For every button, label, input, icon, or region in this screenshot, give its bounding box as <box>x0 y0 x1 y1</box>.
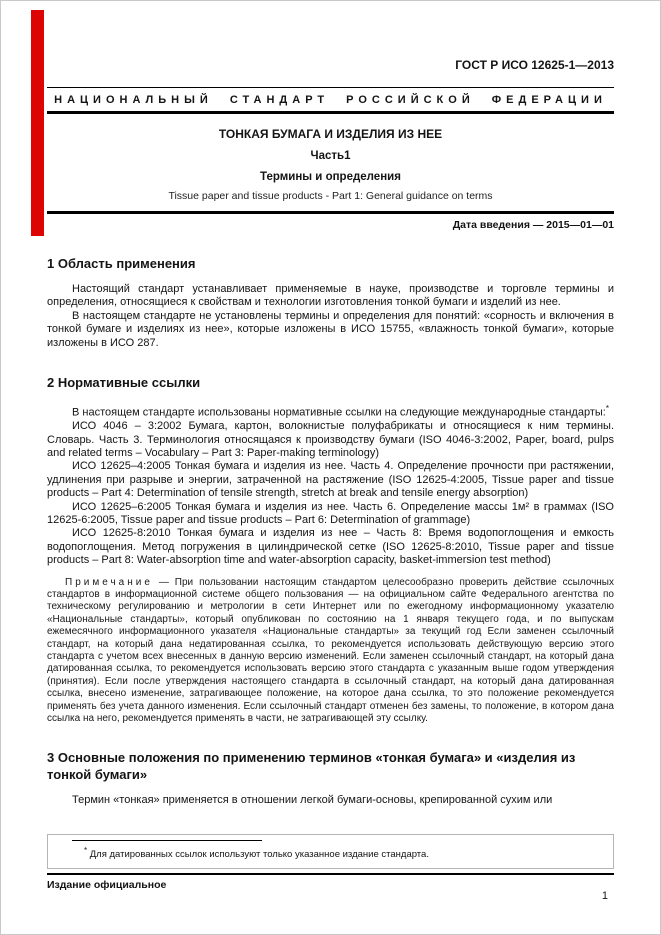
paragraph: Термин «тонкая» применяется в отношении легкой бумаги-основы, крепированной сухим или <box>72 794 553 807</box>
note-paragraph <box>47 577 614 726</box>
document-title-english: Tissue paper and tissue products - Part 1: General guidance on terms <box>168 190 493 202</box>
official-edition-label: Издание официальное <box>47 879 167 891</box>
paragraph <box>47 402 614 420</box>
normative-references-intro: В настоящем стандарте использованы нормативные ссылки на следующие международные стандарты: <box>72 406 606 419</box>
footnote-separator-rule <box>72 840 262 841</box>
paragraph: В настоящем стандарте не установлены термины и определения для понятий: «сорность и включения в тонкой бумаге и изделиях из нее», которые изложены в ИСО 15755, «влажность тонкой бумаги», которые изложены в ИСО 287. <box>47 309 614 349</box>
document-part: Часть1 <box>310 150 351 162</box>
section-heading-basic-provisions: 3 Основные положения по применению терминов «тонкая бумага» и «изделия из тонкой бумаги» <box>47 750 576 783</box>
footer-rule <box>47 873 614 875</box>
paragraph: Настоящий стандарт устанавливает применяемые в науке, производстве и торговле термины и определения, относящиеся к свойствам и технологии изготовления тонкой бумаги и изделий из нее. <box>47 283 614 309</box>
document-title: ТОНКАЯ БУМАГА И ИЗДЕЛИЯ ИЗ НЕЕ <box>218 127 443 141</box>
footnote-marker: * <box>84 846 88 855</box>
footnote-text: Для датированных ссылок используют только указанное издание стандарта. <box>89 849 429 861</box>
footnote <box>56 845 605 861</box>
doc-code: ГОСТ Р ИСО 12625-1—2013 <box>455 58 614 72</box>
section-heading-scope: 1 Область применения <box>47 256 196 271</box>
normative-reference: ИСО 4046 – 3:2002 Бумага, картон, волокнистые полуфабрикаты и относящиеся к ним термины. Словарь. Часть 3. Терминология относящаяся к производству бумаги (ISO 4046-3:2002, Paper, board, pulps and related terms – Vocabulary – Part 3: Paper-making terminology) <box>47 420 614 459</box>
section-heading-normative-references: 2 Нормативные ссылки <box>47 375 201 391</box>
introduction-date: Дата введения — 2015—01—01 <box>452 219 614 231</box>
note-text: — При пользовании настоящим стандартом целесообразно проверить действие ссылочных стандартов в информационной системе общего пользования — на официальном сайте Федерального агентства по техническому регулированию и метрологии в сети Интернет или по ежегодному информационному указателю «Национальные стандарты», который опубликован по состоянию на 1 января текущего года, и по выпускам ежемесячного информационного указателя «Национальные стандарты» за текущий год Если заменен ссылочный стандарт, на который дана недатированная ссылка, то рекомендуется использовать действующую версию этого стандарта с учетом всех внесенных в данную версию изменений. Если заменен ссылочный стандарт, на который дана датированная ссылка, то рекомендуется использовать версию этого стандарта с указанным выше годом утверждения (принятия). Если после утверждения настоящего стандарта в ссылочный стандарт, на который дана датированная ссылка, внесено изменение, затрагивающее положение, на которое дана ссылка, то это положение рекомендуется применять без учета данного изменения. Если ссылочный стандарт отменен без замены, то положение, в котором дана ссылка на него, рекомендуется применять в части, не затрагивающей эту ссылку. <box>47 576 614 725</box>
page-content <box>47 1 614 934</box>
federation-standard-header: НАЦИОНАЛЬНЫЙ СТАНДАРТ РОССИЙСКОЙ ФЕДЕРАЦИИ <box>47 87 614 114</box>
red-edge-bar <box>31 10 44 236</box>
normative-reference: ИСО 12625–6:2005 Тонкая бумага и изделия из нее. Часть 6. Определение массы 1м² в граммах (ISO 12625-6:2005, Tissue paper and tissue products – Part 6: Determination of grammage) <box>47 500 614 526</box>
title-separator-rule <box>47 211 614 214</box>
footnote-block <box>47 834 614 869</box>
page-number: 1 <box>601 890 608 902</box>
normative-reference: ИСО 12625-8:2010 Тонкая бумага и изделия из нее – Часть 8: Время водопоглощения и емкость водопоглощения. Метод погружения в цилиндрической сетке (ISO 12625-8:2010, Tissue paper and tissue products – Part 8: Water-absorption time and water-absorption capacity, basket-immersion test method) <box>47 527 614 567</box>
document-subtitle: Термины и определения <box>260 171 401 183</box>
footnote-reference-mark: * <box>605 404 609 414</box>
note-label: Примечание <box>65 576 153 588</box>
normative-reference: ИСО 12625–4:2005 Тонкая бумага и изделия из нее. Часть 4. Определение прочности при растяжении, удлинения при разрыве и энергии, затраченной на растяжение (ISO 12625-4:2005, Tissue paper and tissue products – Part 4: Determination of tensile strength, stretch at break and tensile energy absorption) <box>47 460 614 500</box>
